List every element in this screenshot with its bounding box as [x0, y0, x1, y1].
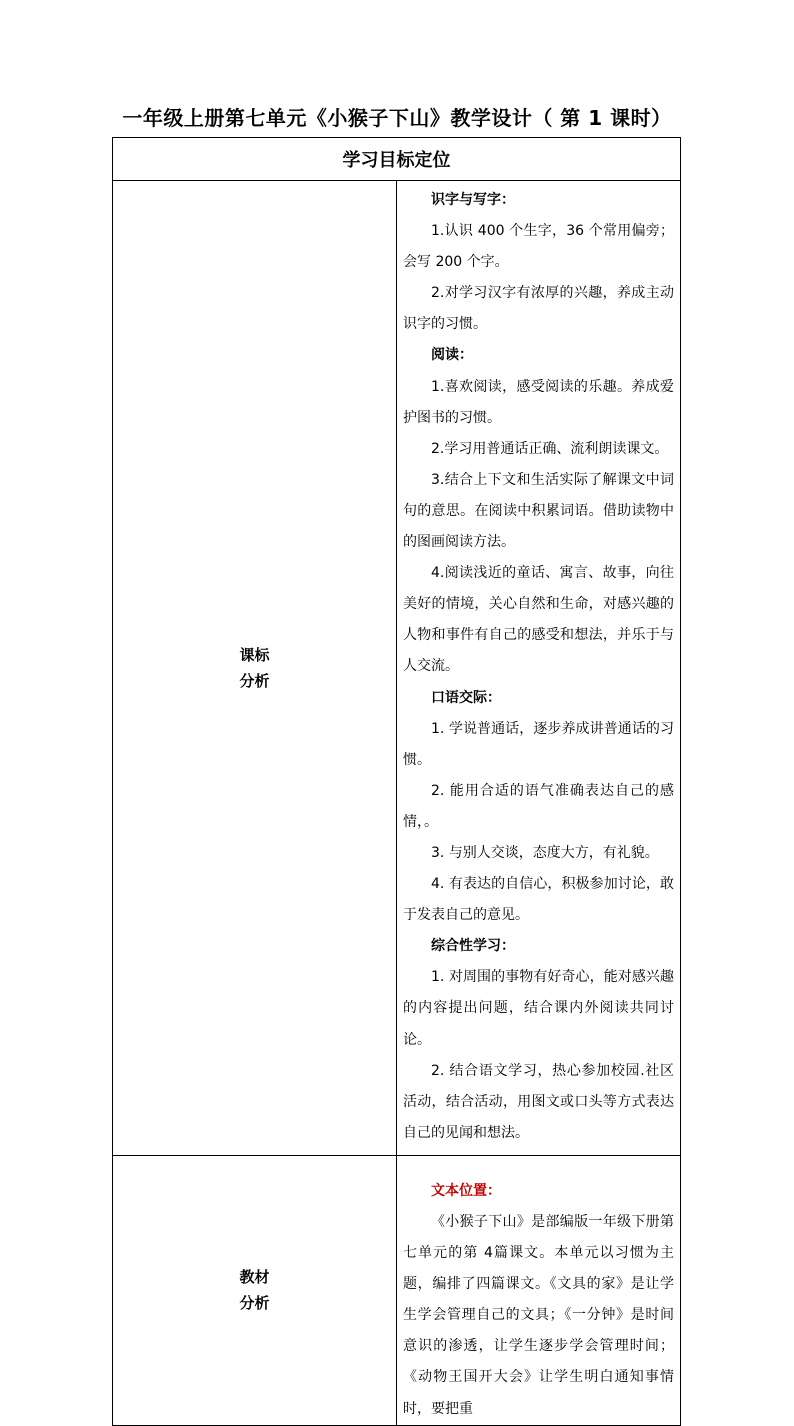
content-paragraph: 《小猴子下山》是部编版一年级下册第七单元的第 4篇课文。本单元以习惯为主题，编排了四篇课文。《文具的家》是让学生学会管理自己的文具；《一分钟》是时间意识的渗透，让学生逐步学会管理时间；《动物王国开大会》让学生明白通知事情时，要把重 [403, 1214, 674, 1417]
row-content-textbook [397, 1155, 681, 1425]
content-paragraph: 2.学习用普通话正确、流利朗读课文。 [431, 440, 669, 457]
lesson-plan-table [112, 137, 681, 1426]
content-subheading: 识字与写字： [431, 192, 515, 208]
content-paragraph: 1. 学说普通话，逐步养成讲普通话的习惯。 [403, 720, 674, 768]
content-paragraph: 1.喜欢阅读，感受阅读的乐趣。养成爱护图书的习惯。 [403, 378, 674, 426]
content-paragraph: 1.认识 400 个生字，36 个常用偏旁；会写 200 个字。 [403, 223, 674, 271]
row-content-curriculum [397, 181, 681, 1156]
content-paragraph: 3.结合上下文和生活实际了解课文中词句的意思。在阅读中积累词语。借助读物中的图画阅读方法。 [403, 471, 674, 551]
content-subheading: 综合性学习： [431, 938, 515, 955]
row-label-line: 分析 [239, 1294, 270, 1313]
document-title: 一年级上册第七单元《小猴子下山》教学设计（ 第 1 课时） [122, 106, 672, 130]
content-paragraph: 2. 能用合适的语气准确表达自己的感情，。 [403, 782, 674, 830]
content-subheading: 口语交际： [431, 689, 501, 706]
row-label-textbook [113, 1155, 397, 1425]
row-label-line: 分析 [239, 671, 270, 690]
content-subheading: 阅读： [431, 347, 473, 364]
content-paragraph: 2. 结合语文学习，热心参加校园.社区活动，结合活动，用图文或口头等方式表达自己的见闻和想法。 [403, 1062, 674, 1141]
row-label-curriculum [113, 181, 397, 1156]
table-row [113, 181, 681, 1156]
row-label-line: 课标 [239, 645, 270, 664]
content-subheading: 文本位置： [431, 1182, 501, 1199]
content-paragraph: 3. 与别人交谈，态度大方，有礼貌。 [431, 844, 659, 861]
section-header: 学习目标定位 [113, 138, 681, 181]
content-paragraph: 4. 有表达的自信心，积极参加讨论，敢于发表自己的意见。 [403, 876, 674, 924]
content-paragraph: 4.阅读浅近的童话、寓言、故事，向往美好的情境，关心自然和生命，对感兴趣的人物和事件有自己的感受和想法，并乐于与人交流。 [403, 565, 674, 675]
content-paragraph: 1. 对周围的事物有好奇心，能对感兴趣的内容提出问题，结合课内外阅读共同讨论。 [403, 969, 674, 1048]
row-label-line: 教材 [239, 1268, 270, 1287]
content-paragraph: 2.对学习汉字有浓厚的兴趣，养成主动识字的习惯。 [403, 285, 674, 333]
table-row [113, 1155, 681, 1425]
